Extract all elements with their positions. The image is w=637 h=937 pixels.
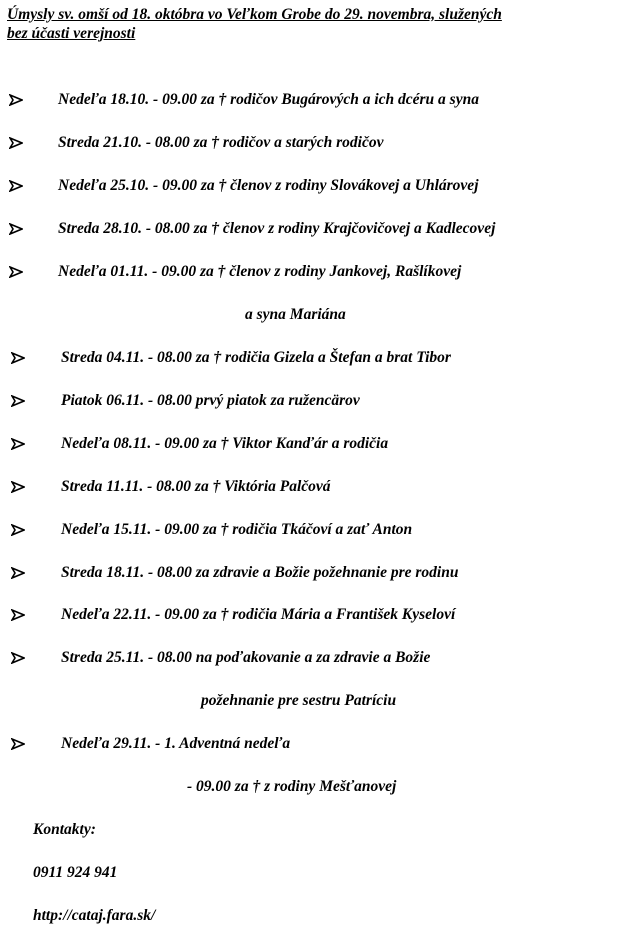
entry-text: Nedeľa 25.10. - 09.00 za † členov z rodiny Slovákovej a Uhlárovej [58,177,479,194]
entry-text: Nedeľa 18.10. - 09.00 za † rodičov Bugárových a ich dcéru a syna [58,91,479,108]
arrow-bullet-icon [9,132,25,154]
arrow-bullet-icon [11,562,27,584]
title-line-1: Úmysly sv. omší od 18. októbra vo Veľkom Grobe do 29. novembra, služených [7,6,502,23]
entry-continuation: požehnanie pre sestru Patríciu [201,692,397,709]
entry-text: Nedeľa 15.11. - 09.00 za † rodičia Tkáčoví a zať Anton [61,521,413,538]
arrow-bullet-icon [11,519,27,541]
arrow-bullet-icon [11,604,27,626]
arrow-bullet-icon [11,476,27,498]
entry-text: Streda 11.11. - 08.00 za † Viktória Palčová [61,478,331,495]
contact-url[interactable]: http://cataj.fara.sk/ [33,907,156,924]
entry-text: Streda 21.10. - 08.00 za † rodičov a starých rodičov [58,134,384,151]
arrow-bullet-icon [9,175,25,197]
arrow-bullet-icon [11,347,27,369]
entry-text: Piatok 06.11. - 08.00 prvý piatok za ružencärov [61,392,360,409]
entry-text: Streda 28.10. - 08.00 za † členov z rodiny Krajčovičovej a Kadlecovej [58,220,496,237]
arrow-bullet-icon [9,218,25,240]
entry-text: Streda 18.11. - 08.00 za zdravie a Božie požehnanie pre rodinu [61,564,459,581]
title-line-2: bez účasti verejnosti [7,25,136,42]
arrow-bullet-icon [11,390,27,412]
entry-text: Streda 25.11. - 08.00 na poďakovanie a za zdravie a Božie [61,649,431,666]
contacts-heading: Kontakty: [33,821,96,838]
entry-continuation: - 09.00 za † z rodiny Mešťanovej [187,778,397,795]
entry-text: Streda 04.11. - 08.00 za † rodičia Gizela a Štefan a brat Tibor [61,349,451,366]
entry-text: Nedeľa 22.11. - 09.00 za † rodičia Mária a František Kyseloví [61,606,456,623]
arrow-bullet-icon [9,89,25,111]
entry-text: Nedeľa 08.11. - 09.00 za † Viktor Kanďár a rodičia [61,435,389,452]
arrow-bullet-icon [11,647,27,669]
arrow-bullet-icon [9,261,25,283]
entry-text: Nedeľa 01.11. - 09.00 za † členov z rodiny Jankovej, Rašlíkovej [58,263,462,280]
arrow-bullet-icon [11,433,27,455]
entry-continuation: a syna Mariána [245,306,346,323]
arrow-bullet-icon [11,733,27,755]
entry-text: Nedeľa 29.11. - 1. Adventná nedeľa [61,735,291,752]
contact-phone: 0911 924 941 [33,864,118,881]
